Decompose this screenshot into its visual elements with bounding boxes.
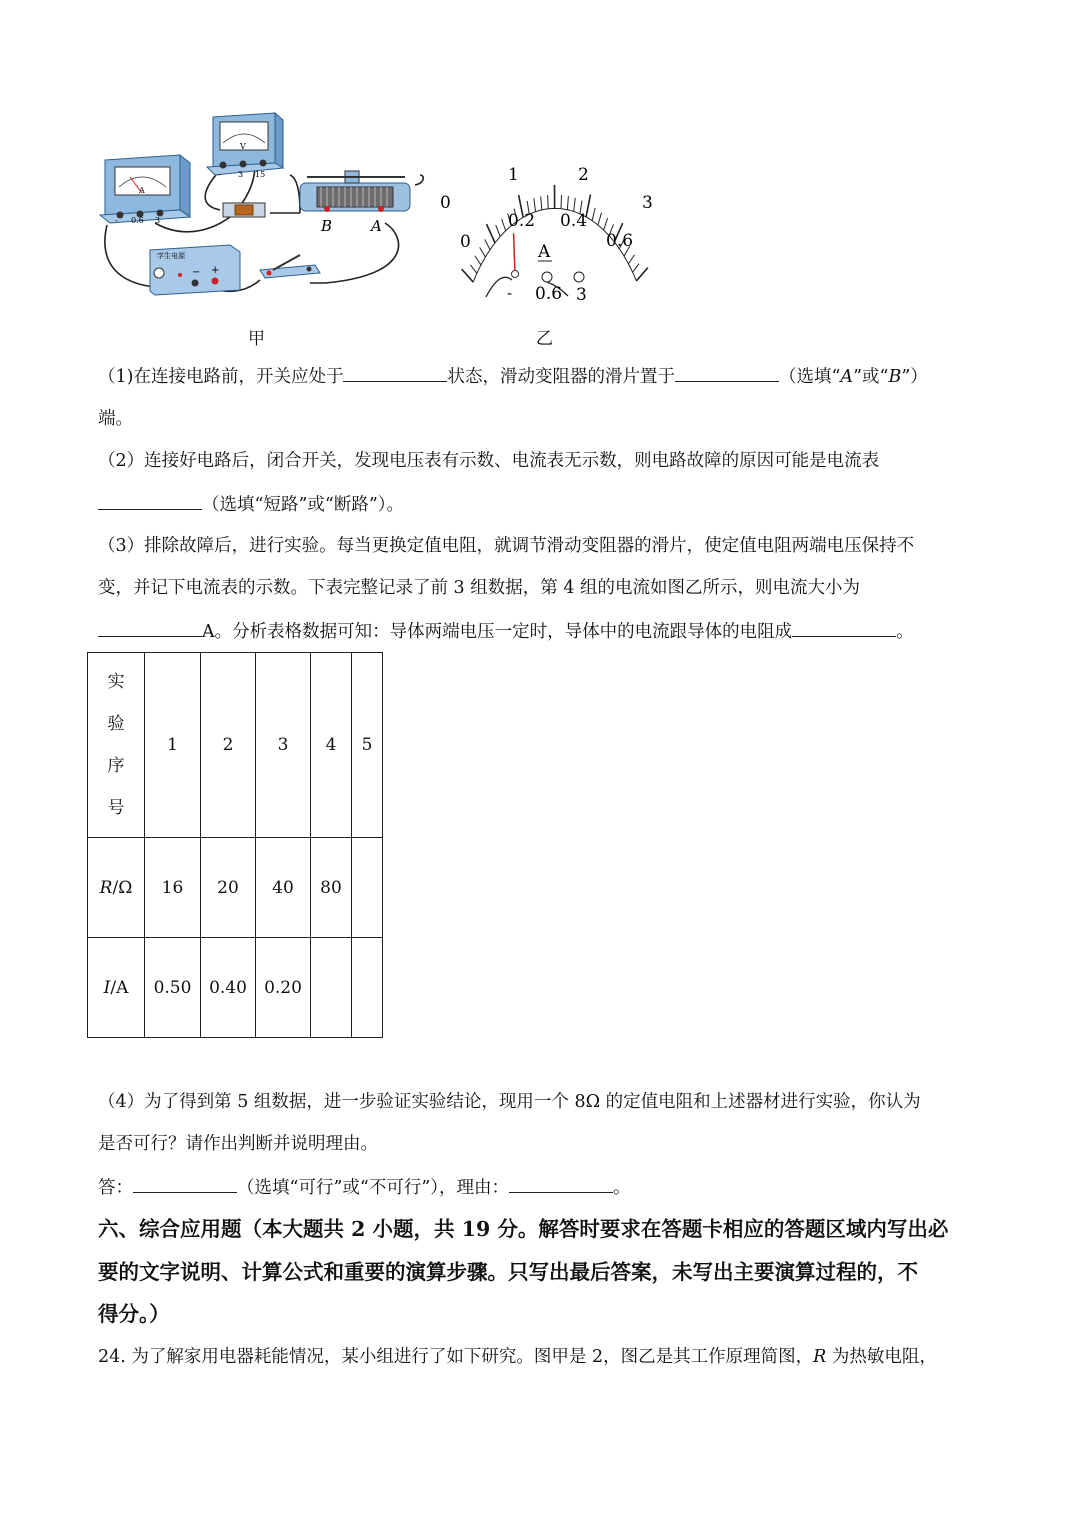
voltmeter-terminal-neg: - <box>218 170 221 179</box>
table-cell: 20 <box>201 838 256 938</box>
section6-line2: 要的文字说明、计算公式和重要的演算步骤。只写出最后答案，未写出主要演算过程的，不 <box>98 1260 918 1284</box>
table-row-resistance <box>88 838 383 938</box>
q4-line2: 是否可行？请作出判断并说明理由。 <box>98 1134 378 1154</box>
dial-tick <box>574 198 576 211</box>
circuit-diagram-jia <box>95 105 440 305</box>
q1-line2: 端。 <box>98 409 133 429</box>
dial-tick <box>592 208 595 221</box>
switch <box>260 255 320 278</box>
q1-option-b: B <box>888 367 902 387</box>
dial-pointer <box>514 233 515 274</box>
dial-tick <box>628 255 634 264</box>
table-cell <box>352 938 383 1038</box>
q3-blank-current[interactable] <box>98 620 202 637</box>
rheostat-terminal-a: A <box>371 217 382 235</box>
voltmeter-device <box>207 113 283 179</box>
q24-line1 <box>98 1346 937 1368</box>
i-unit: /A <box>110 977 129 998</box>
q3-text-b: 。 <box>896 622 914 642</box>
table-cell: 2 <box>201 653 256 838</box>
table-cell: 0.20 <box>256 938 311 1038</box>
dial-tick <box>470 265 476 273</box>
table-cell: 1 <box>145 653 201 838</box>
ammeter-label: A <box>139 186 145 195</box>
dial-tick <box>567 196 568 210</box>
q3-line1: （3）排除故障后，进行实验。每当更换定值电阻，就调节滑动变阻器的滑片，使定值电阻两端电压保持不 <box>98 536 915 556</box>
q1-line1 <box>98 365 928 388</box>
dial-terminal-neg: - <box>507 284 513 302</box>
q1-blank-switch[interactable] <box>343 365 447 382</box>
table-cell <box>311 938 352 1038</box>
dial-top-3: 3 <box>642 193 653 213</box>
dial-unit: A <box>538 242 551 262</box>
q2-text: （选填“短路”或“断路”）。 <box>202 495 405 515</box>
ammeter-device <box>100 155 190 225</box>
q1-text-a: （1)在连接电路前，开关应处于 <box>98 367 344 387</box>
supply-minus: − <box>192 267 201 278</box>
table-cell: 0.50 <box>145 938 201 1038</box>
dial-tick <box>475 256 481 265</box>
rheostat <box>300 171 410 235</box>
r-unit: /Ω <box>112 877 133 898</box>
q3-line2: 变，并记下电流表的示数。下表完整记录了前 3 组数据，第 4 组的电流如图乙所示，则电流大小为 <box>98 578 861 598</box>
table-cell: 0.40 <box>201 938 256 1038</box>
table-cell <box>352 838 383 938</box>
voltmeter-terminal-3: 3 <box>238 170 244 179</box>
header-char: 序 <box>107 756 125 776</box>
table-cell: 80 <box>311 838 352 938</box>
q2-line1: （2）连接好电路后，闭合开关，发现电压表有示数、电流表无示数，则电路故障的原因可能是电流表 <box>98 451 880 471</box>
table-cell: 4 <box>311 653 352 838</box>
i-var: I <box>103 977 111 998</box>
q4-blank-reason[interactable] <box>509 1176 613 1193</box>
ammeter-terminal-06: 0.6 <box>131 216 144 225</box>
q2-line2 <box>98 493 404 516</box>
table-cell: 40 <box>256 838 311 938</box>
dial-tick <box>534 198 536 211</box>
caption-yi: 乙 <box>536 329 553 349</box>
dial-top-0: 0 <box>440 193 451 213</box>
dial-bottom-0: 0 <box>460 232 471 252</box>
dial-tick <box>598 213 602 225</box>
q4-blank-judgement[interactable] <box>133 1176 237 1193</box>
q1-text-e: ”） <box>901 367 928 387</box>
data-table <box>87 652 383 1038</box>
q1-text-b: 状态，滑动变阻器的滑片置于 <box>447 367 675 387</box>
q4-line1: （4）为了得到第 5 组数据，进一步验证实验结论，现用一个 8Ω 的定值电阻和上述器材进行实验，你认为 <box>98 1092 921 1112</box>
q3-line3 <box>98 620 914 643</box>
q24-var: R <box>813 1347 827 1367</box>
dial-tick <box>485 239 490 249</box>
voltmeter-terminal-15: 15 <box>255 170 266 179</box>
dial-tick <box>541 196 542 210</box>
supply-label: 学生电源 <box>157 252 185 260</box>
dial-terminal-3: 3 <box>576 285 587 305</box>
ammeter-dial-yi <box>430 160 670 310</box>
q1-text-c: （选填“ <box>778 367 841 387</box>
dial-bottom-06: 0.6 <box>606 231 634 251</box>
dial-tick <box>487 224 495 243</box>
dial-tick <box>636 268 647 281</box>
section6-line1: 六、综合应用题（本大题共 2 小题，共 19 分。解答时要求在答题卡相应的答题区域内写出必 <box>98 1217 949 1241</box>
dial-tick <box>496 225 501 236</box>
rheostat-terminal-b: B <box>321 217 333 235</box>
header-char: 验 <box>107 714 125 734</box>
q3-blank-relation[interactable] <box>792 620 896 637</box>
header-char: 号 <box>107 798 125 818</box>
dial-tick <box>604 218 608 230</box>
q4-answer-line <box>98 1176 631 1199</box>
header-char: 实 <box>107 672 125 692</box>
dial-tick <box>480 247 486 257</box>
q24-text-a: 24. 为了解家用电器耗能情况，某小组进行了如下研究。图甲是 2，图乙是其工作原理简图， <box>98 1347 814 1367</box>
q1-text-d: ”或“ <box>853 367 889 387</box>
table-header-current <box>88 938 145 1038</box>
table-cell: 3 <box>256 653 311 838</box>
table-row-current <box>88 938 383 1038</box>
table-cell: 16 <box>145 838 201 938</box>
fixed-resistor <box>223 203 265 217</box>
r-var: R <box>99 877 113 898</box>
dial-top-1: 1 <box>508 165 519 185</box>
q4-answer-label: 答： <box>98 1178 133 1198</box>
power-supply <box>150 245 240 295</box>
dial-bottom-04: 0.4 <box>560 211 588 231</box>
supply-plus: + <box>211 265 220 276</box>
caption-jia: 甲 <box>248 329 265 349</box>
ammeter-terminal-3: 3 <box>155 216 161 225</box>
q1-option-a: A <box>840 367 854 387</box>
section6-line3: 得分。） <box>98 1302 170 1326</box>
table-header-resistance <box>88 838 145 938</box>
q2-blank-fault[interactable] <box>98 493 202 510</box>
dial-top-2: 2 <box>578 165 589 185</box>
table-cell: 5 <box>352 653 383 838</box>
table-row-index <box>88 653 383 838</box>
ammeter-terminal-neg: - <box>115 216 118 225</box>
dial-tick <box>502 219 506 231</box>
q4-text-b: （选填“可行”或“不可行”），理由： <box>237 1178 510 1198</box>
table-header-index <box>88 653 145 838</box>
q24-text-b: 为热敏电阻， <box>826 1347 937 1367</box>
voltmeter-label: V <box>240 142 246 151</box>
dial-tick <box>633 264 639 272</box>
dial-terminal-06: 0.6 <box>535 284 563 304</box>
q3-text-a: A。分析表格数据可知：导体两端电压一定时，导体中的电流跟导体的电阻成 <box>202 622 793 642</box>
q4-text-c: 。 <box>613 1178 631 1198</box>
dial-tick <box>462 269 474 282</box>
q1-blank-slider[interactable] <box>675 365 779 382</box>
dial-bottom-02: 0.2 <box>508 211 536 231</box>
dial-tick <box>548 195 549 209</box>
